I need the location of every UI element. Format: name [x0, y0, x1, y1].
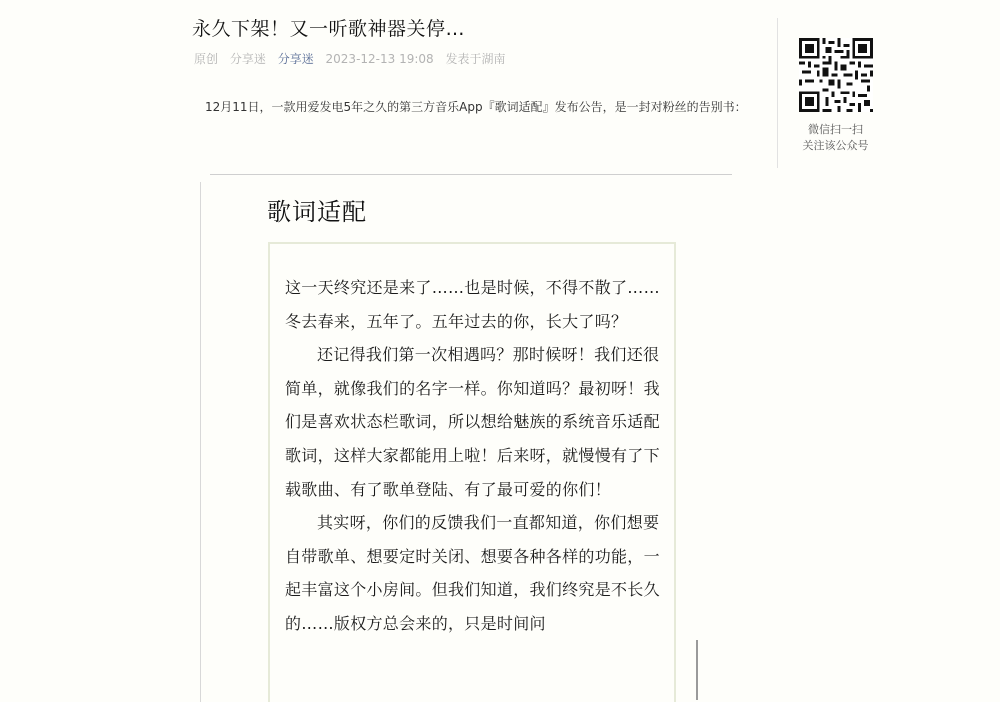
- letter-paragraph: 其实呀，你们的反馈我们一直都知道，你们想要自带歌单、想要定时关闭、想要各种各样的功能，一起丰富这个小房间。但我们知道，我们终究是不长久的……版权方总会来的，只是时间问: [285, 513, 660, 633]
- article-meta: [194, 50, 514, 67]
- divider: [210, 174, 732, 175]
- original-tag: 原创: [194, 52, 219, 66]
- article-intro: 12月11日，一款用爱发电5年之久的第三方音乐App『歌词适配』发布公告，是一封对粉丝的告别书：: [205, 100, 747, 114]
- poster-title: 歌词适配: [267, 198, 367, 226]
- article-title: 永久下架！又一听歌神器关停…: [192, 18, 466, 40]
- qr-code-icon[interactable]: [799, 38, 873, 112]
- qr-caption-line1: 微信扫一扫: [808, 123, 863, 136]
- letter-paragraph: 还记得我们第一次相遇吗？那时候呀！我们还很简单，就像我们的名字一样。你知道吗？最初呀！我们是喜欢状态栏歌词，所以想给魅族的系统音乐适配歌词，这样大家都能用上啦！后来呀，就慢慢有了下载歌曲、有了歌单登陆、有了最可爱的你们！: [285, 345, 660, 499]
- qr-panel: [777, 18, 892, 168]
- letter-paragraph: 这一天终究还是来了……也是时候，不得不散了……冬去春来，五年了。五年过去的你，长大了吗？: [285, 278, 660, 331]
- author-name: 分享迷: [229, 52, 266, 66]
- publish-datetime: 2023-12-13 19:08: [325, 52, 434, 66]
- qr-caption: [778, 122, 893, 154]
- publish-location: 发表于湖南: [445, 52, 506, 66]
- account-link[interactable]: 分享迷: [277, 52, 314, 66]
- qr-caption-line2: 关注该公众号: [802, 139, 869, 152]
- letter-body: [285, 271, 665, 641]
